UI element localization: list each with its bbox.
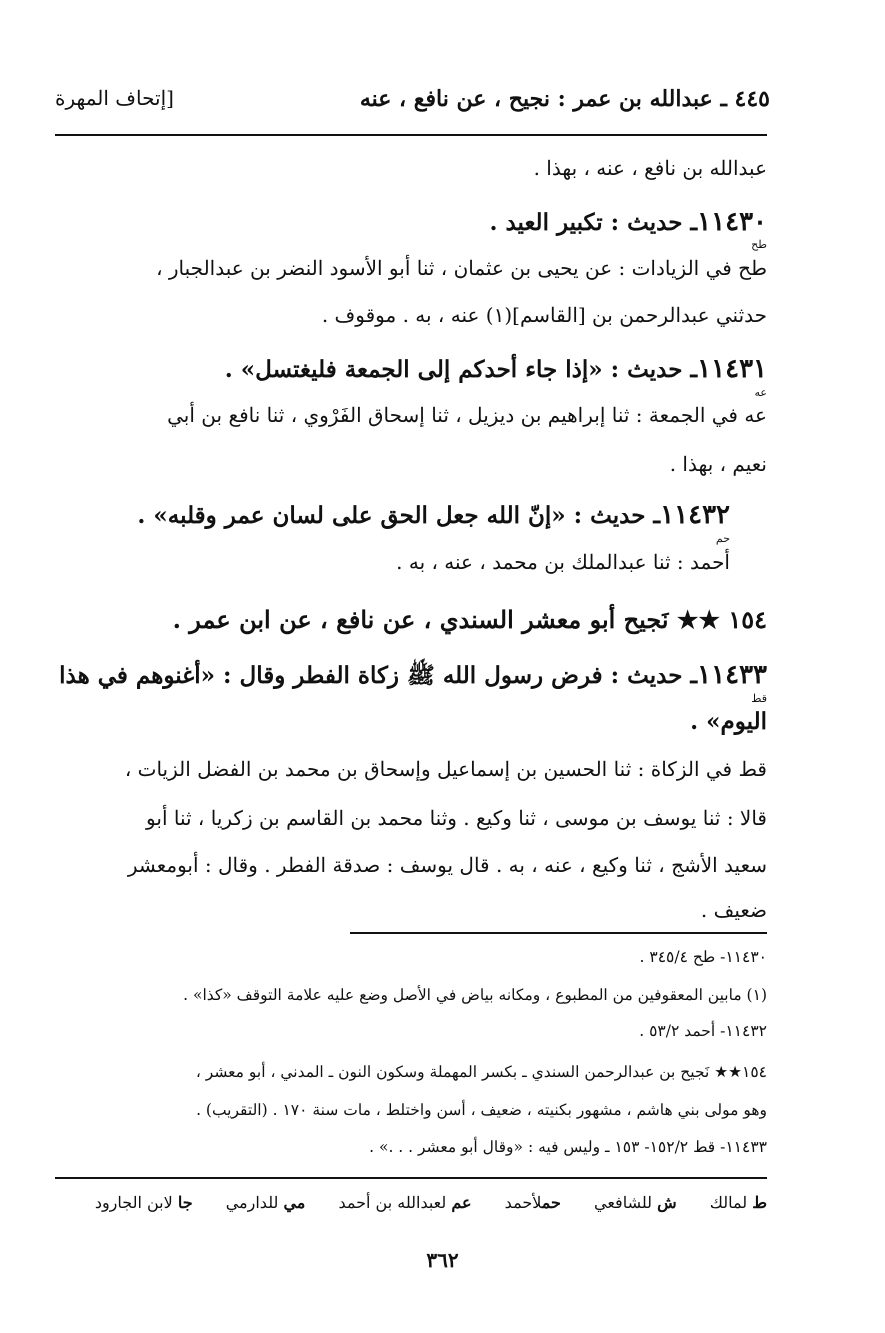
footnote-line: ١١٤٣٢- أحمد ٥٣/٢ . — [639, 1022, 767, 1040]
hadith-title: ـ حديث : «إنّ الله جعل الحق على لسان عمر وقلبه» . — [137, 502, 661, 529]
legend-name: لابن الجارود — [94, 1193, 173, 1212]
legend-code: جا — [177, 1193, 193, 1212]
legend-item — [81, 1193, 193, 1212]
text-line: حدثني عبدالرحمن بن [القاسم](١) عنه ، به . موقوف . — [321, 303, 767, 327]
running-header — [55, 86, 770, 122]
hadith-number: ١١٤٣٠ — [697, 207, 767, 237]
hadith-heading-11430 — [55, 207, 767, 237]
text-line: سعيد الأشج ، ثنا وكيع ، عنه ، به . قال يوسف : صدقة الفطر . وقال : أبومعشر — [127, 853, 767, 877]
source-symbol: قط — [751, 692, 767, 705]
text-line: ضعيف . — [700, 898, 767, 922]
source-symbol: عه — [754, 386, 767, 399]
legend-name: للدارمي — [225, 1193, 279, 1212]
legend-code: حم — [541, 1193, 561, 1212]
legend-name: لأحمد — [504, 1193, 542, 1212]
legend-item — [324, 1193, 471, 1212]
legend-code: ش — [657, 1193, 677, 1212]
footnote-line: (١) مابين المعقوفين من المطبوع ، ومكانه بياض في الأصل وضع عليه علامة التوقف «كذا» . — [183, 986, 767, 1004]
hadith-heading-11431 — [55, 354, 767, 384]
footnote-line: ١١٤٣٠- طح ٣٤٥/٤ . — [639, 948, 767, 966]
legend-item — [491, 1193, 561, 1212]
footnote-rule — [350, 932, 767, 934]
page-number: ٣٦٢ — [426, 1248, 459, 1272]
legend-code: مي — [283, 1193, 306, 1212]
hadith-title-continued: اليوم» . — [690, 708, 767, 735]
legend-item — [580, 1193, 677, 1212]
text-line: أحمد : ثنا عبدالملك بن محمد ، عنه ، به . — [396, 550, 730, 574]
legend-code: ط — [752, 1193, 767, 1212]
hadith-title: ـ حديث : تكبير العيد . — [489, 209, 698, 236]
text-line: نعيم ، بهذا . — [669, 452, 767, 476]
legend-rule — [55, 1177, 767, 1179]
legend-item — [212, 1193, 306, 1212]
text-line: عبدالله بن نافع ، عنه ، بهذا . — [533, 156, 767, 180]
hadith-title: ـ حديث : «إذا جاء أحدكم إلى الجمعة فليغتسل» . — [224, 356, 698, 383]
text-line: قالا : ثنا يوسف بن موسى ، ثنا وكيع . وثنا محمد بن القاسم بن زكريا ، ثنا أبو — [146, 806, 767, 830]
text-line: عه في الجمعة : ثنا إبراهيم بن ديزيل ، ثنا إسحاق الفَرْوي ، ثنا نافع بن أبي — [167, 403, 767, 427]
abbreviation-legend — [55, 1193, 767, 1212]
hadith-title: ـ حديث : فرض رسول الله ﷺ زكاة الفطر وقال : «أغنوهم في هذا — [59, 662, 698, 689]
text-line: قط في الزكاة : ثنا الحسين بن إسماعيل وإسحاق بن محمد بن الفضل الزيات ، — [124, 757, 767, 781]
header-book-title: [إتحاف المهرة — [55, 86, 174, 110]
hadith-heading-11433 — [55, 660, 767, 695]
legend-name: للشافعي — [594, 1193, 653, 1212]
hadith-number: ١١٤٣١ — [697, 354, 767, 384]
footnote-line: وهو مولى بني هاشم ، مشهور بكنيته ، ضعيف ، أسن واختلط ، مات سنة ١٧٠ . (التقريب) . — [196, 1101, 767, 1119]
legend-name: لعبدالله بن أحمد — [338, 1193, 447, 1212]
header-chapter-title: ٤٤٥ ـ عبدالله بن عمر : نجيح ، عن نافع ، عنه — [359, 86, 770, 112]
source-symbol: حم — [715, 532, 730, 545]
footnote-line: ١١٤٣٣- قط ١٥٢/٢- ١٥٣ ـ وليس فيه : «وقال أبو معشر . . .» . — [369, 1138, 767, 1156]
hadith-number: ١١٤٣٢ — [660, 500, 730, 530]
source-symbol: طح — [751, 238, 767, 251]
legend-name: لمالك — [709, 1193, 748, 1212]
header-rule — [55, 134, 767, 136]
hadith-heading-11432 — [55, 500, 730, 530]
narrator-heading-154: ١٥٤ ★★ نَجيح أبو معشر السندي ، عن نافع ، عن ابن عمر . — [172, 605, 767, 634]
legend-code: عم — [451, 1193, 472, 1212]
legend-item — [696, 1193, 767, 1212]
hadith-number: ١١٤٣٣ — [697, 660, 767, 690]
text-line: طح في الزيادات : عن يحيى بن عثمان ، ثنا أبو الأسود النضر بن عبدالجبار ، — [156, 256, 767, 280]
footnote-line: ١٥٤★★ نَجيح بن عبدالرحمن السندي ـ بكسر المهملة وسكون النون ـ المدني ، أبو معشر ، — [195, 1063, 767, 1081]
